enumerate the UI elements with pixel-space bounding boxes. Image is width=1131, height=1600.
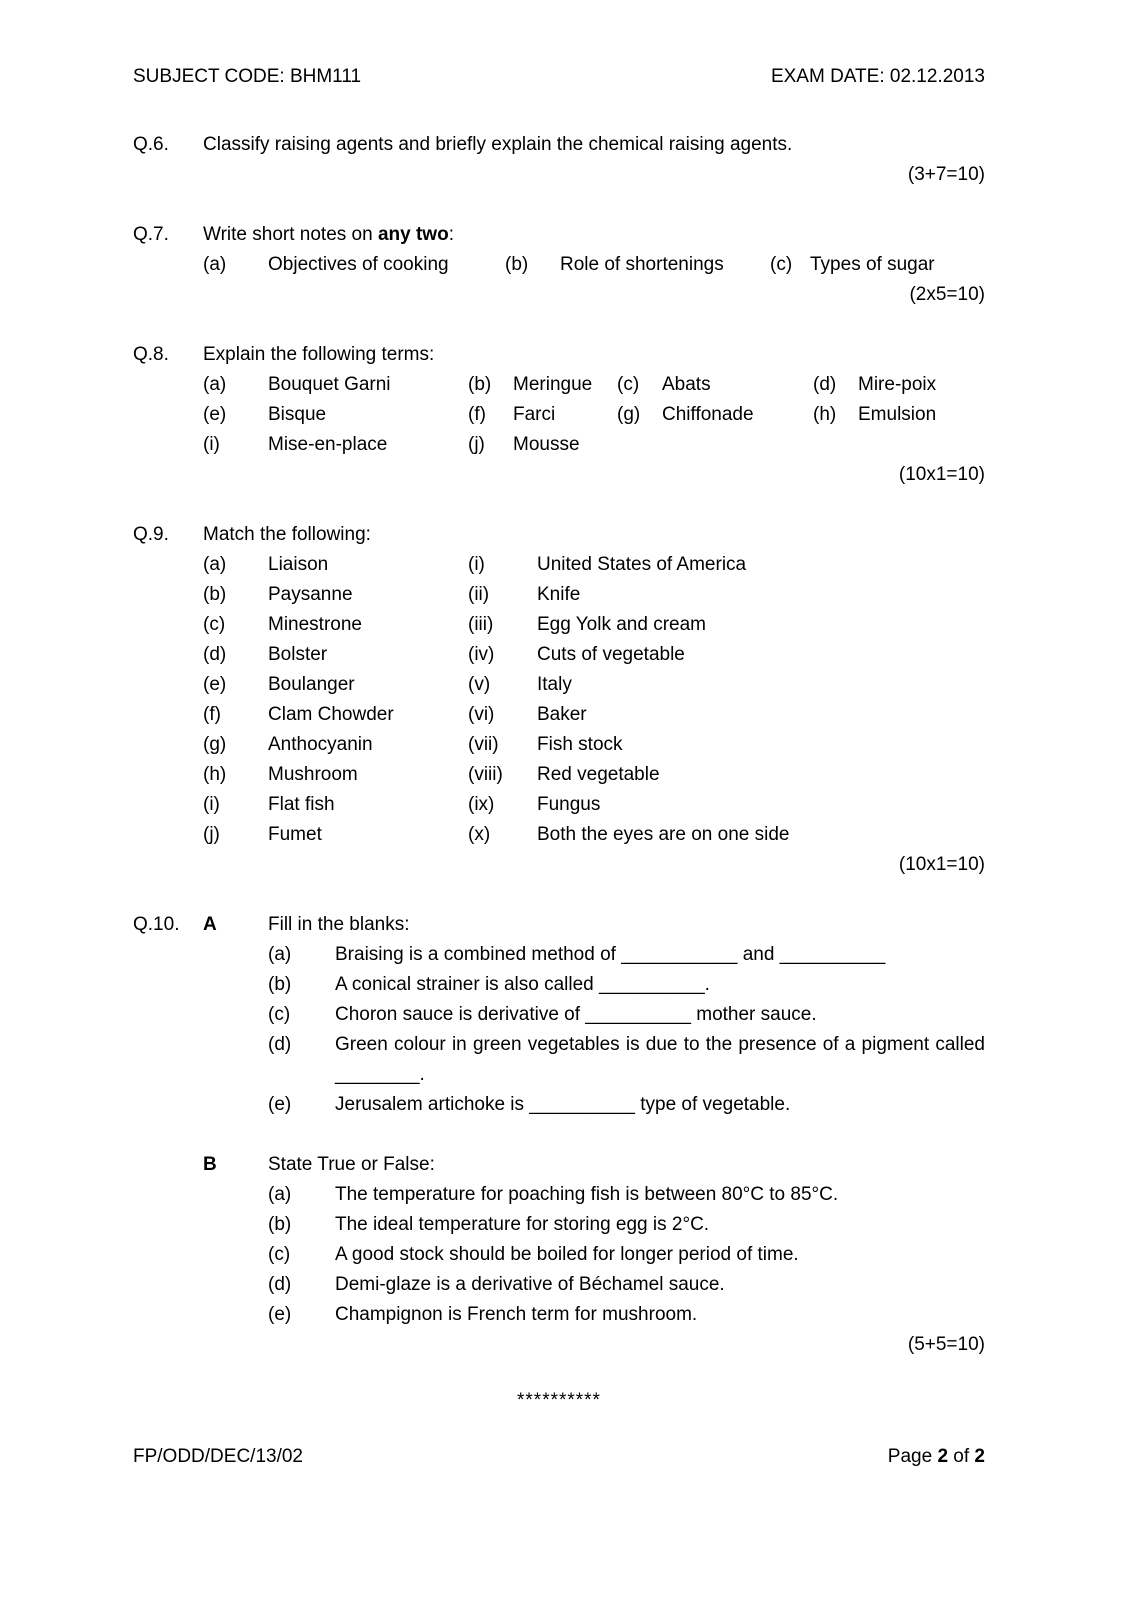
- true-false-item: [268, 1210, 985, 1240]
- term-text: Mise-en-place: [268, 434, 388, 455]
- item-text: Choron sauce is derivative of __________ mother sauce.: [335, 1004, 817, 1025]
- term-text: Farci: [513, 404, 556, 425]
- match-right-text: Fungus: [537, 794, 601, 815]
- section-body: [268, 1150, 985, 1360]
- marks: (3+7=10): [907, 164, 985, 185]
- match-right-text: Fish stock: [537, 734, 623, 755]
- question-number: Q.10.: [133, 914, 180, 935]
- item-label: (a): [268, 1184, 292, 1205]
- question-6: [133, 130, 985, 190]
- term-label: (j): [468, 434, 485, 455]
- marks: (5+5=10): [907, 1334, 985, 1355]
- option-label: (c): [770, 254, 793, 275]
- match-left-text: Mushroom: [268, 764, 358, 785]
- term-label: (h): [813, 404, 837, 425]
- question-body: [203, 130, 985, 190]
- item-text: A good stock should be boiled for longer period of time.: [335, 1244, 799, 1265]
- term-label: (e): [203, 404, 227, 425]
- item-text: Jerusalem artichoke is __________ type of vegetable.: [335, 1094, 791, 1115]
- match-right-label: (x): [468, 824, 491, 845]
- section-b: [203, 1150, 985, 1360]
- option-label: (a): [203, 254, 227, 275]
- section-intro: State True or False:: [268, 1154, 435, 1175]
- page-content: [133, 0, 985, 1416]
- term-text: Chiffonade: [662, 404, 754, 425]
- question-body: [203, 520, 985, 880]
- term-text: Mousse: [513, 434, 580, 455]
- question-9: [133, 520, 985, 880]
- blank-item: [268, 970, 985, 1000]
- match-left-text: Clam Chowder: [268, 704, 394, 725]
- match-right-label: (viii): [468, 764, 503, 785]
- match-left-text: Boulanger: [268, 674, 355, 695]
- item-label: (e): [268, 1304, 292, 1325]
- match-right-label: (ii): [468, 584, 490, 605]
- match-right-label: (ix): [468, 794, 495, 815]
- option-label: (b): [505, 254, 529, 275]
- blank-item: [268, 940, 985, 970]
- match-left-text: Anthocyanin: [268, 734, 373, 755]
- term-text: Bisque: [268, 404, 327, 425]
- option-text: Role of shortenings: [560, 254, 724, 275]
- question-body: [203, 220, 985, 310]
- question-body: [203, 340, 985, 490]
- item-label: (d): [268, 1274, 292, 1295]
- intro-prefix: Write short notes on: [203, 224, 378, 245]
- question-body: [203, 910, 985, 1360]
- question-number: Q.9.: [133, 524, 169, 545]
- match-right-text: Cuts of vegetable: [537, 644, 685, 665]
- term-label: (i): [203, 434, 220, 455]
- term-label: (c): [617, 374, 640, 395]
- total-pages: 2: [974, 1446, 985, 1467]
- match-left-label: (a): [203, 554, 227, 575]
- true-false-item: [268, 1180, 985, 1210]
- match-left-label: (d): [203, 644, 227, 665]
- terms-grid: [203, 370, 985, 460]
- item-label: (d): [268, 1034, 292, 1055]
- match-right-text: United States of America: [537, 554, 747, 575]
- intro-bold: any two: [377, 224, 449, 245]
- match-left-label: (j): [203, 824, 220, 845]
- match-left-text: Paysanne: [268, 584, 353, 605]
- footer-code: FP/ODD/DEC/13/02: [133, 1446, 303, 1467]
- item-text: Champignon is French term for mushroom.: [335, 1304, 698, 1325]
- match-right-text: Knife: [537, 584, 581, 605]
- options-row: [203, 250, 985, 280]
- match-right-text: Red vegetable: [537, 764, 660, 785]
- page-header: [133, 0, 985, 92]
- blank-item: [268, 1000, 985, 1030]
- term-label: (b): [468, 374, 492, 395]
- item-text: Green colour in green vegetables is due to the presence of a pigment called ________.: [335, 1034, 985, 1085]
- match-right-text: Italy: [537, 674, 572, 695]
- page-word: Page: [887, 1446, 938, 1467]
- section-label: A: [203, 914, 217, 935]
- match-left-label: (f): [203, 704, 221, 725]
- match-right-label: (iii): [468, 614, 494, 635]
- term-label: (f): [468, 404, 486, 425]
- blank-item: [268, 1090, 985, 1120]
- match-left-label: (g): [203, 734, 227, 755]
- end-separator: **********: [517, 1390, 601, 1411]
- option-text: Types of sugar: [810, 254, 935, 275]
- marks: (10x1=10): [898, 464, 985, 485]
- item-label: (b): [268, 1214, 292, 1235]
- match-right-label: (iv): [468, 644, 495, 665]
- question-number: Q.7.: [133, 224, 169, 245]
- section-body: [268, 910, 985, 1120]
- match-right-label: (v): [468, 674, 491, 695]
- match-left-text: Flat fish: [268, 794, 335, 815]
- item-text: Demi-glaze is a derivative of Béchamel sauce.: [335, 1274, 725, 1295]
- true-false-item: [268, 1240, 985, 1270]
- item-text: A conical strainer is also called __________.: [335, 974, 710, 995]
- term-text: Emulsion: [858, 404, 937, 425]
- match-left-label: (i): [203, 794, 220, 815]
- item-text: The ideal temperature for storing egg is 2°C.: [335, 1214, 710, 1235]
- section-label: B: [203, 1154, 217, 1175]
- question-number: Q.6.: [133, 134, 169, 155]
- question-7: [133, 220, 985, 310]
- question-text: Match the following:: [203, 524, 371, 545]
- match-left-label: (c): [203, 614, 226, 635]
- question-text: Classify raising agents and briefly explain the chemical raising agents.: [203, 134, 793, 155]
- match-left-label: (b): [203, 584, 227, 605]
- term-text: Mire-poix: [858, 374, 937, 395]
- true-false-item: [268, 1270, 985, 1300]
- term-label: (a): [203, 374, 227, 395]
- term-text: Meringue: [513, 374, 593, 395]
- exam-date: EXAM DATE: 02.12.2013: [770, 66, 985, 87]
- term-text: Abats: [662, 374, 711, 395]
- page-footer: [133, 1442, 985, 1472]
- true-false-item: [268, 1300, 985, 1330]
- page-number: 2: [937, 1446, 949, 1467]
- item-text: Braising is a combined method of ___________ and __________: [335, 944, 886, 965]
- item-label: (c): [268, 1004, 291, 1025]
- intro-suffix: :: [448, 224, 454, 245]
- question-number: Q.8.: [133, 344, 169, 365]
- item-label: (b): [268, 974, 292, 995]
- item-label: (e): [268, 1094, 292, 1115]
- match-left-text: Fumet: [268, 824, 322, 845]
- blank-item: [268, 1030, 985, 1090]
- subject-code: SUBJECT CODE: BHM111: [133, 66, 362, 87]
- option-text: Objectives of cooking: [268, 254, 449, 275]
- question-text: [203, 220, 985, 250]
- question-10: [133, 910, 985, 1360]
- term-label: (g): [617, 404, 641, 425]
- term-text: Bouquet Garni: [268, 374, 391, 395]
- question-8: [133, 340, 985, 490]
- question-text: Explain the following terms:: [203, 344, 435, 365]
- match-left-text: Bolster: [268, 644, 328, 665]
- match-right-text: Both the eyes are on one side: [537, 824, 790, 845]
- page-indicator: [888, 1442, 985, 1472]
- section-a: [203, 910, 985, 1120]
- marks: (2x5=10): [909, 284, 985, 305]
- section-intro: Fill in the blanks:: [268, 914, 410, 935]
- item-label: (c): [268, 1244, 291, 1265]
- match-left-label: (h): [203, 764, 227, 785]
- match-left-text: Minestrone: [268, 614, 362, 635]
- match-left-text: Liaison: [268, 554, 329, 575]
- match-right-label: (vi): [468, 704, 495, 725]
- match-grid: [203, 550, 985, 850]
- item-text: The temperature for poaching fish is between 80°C to 85°C.: [335, 1184, 839, 1205]
- of-word: of: [948, 1446, 975, 1467]
- match-right-label: (vii): [468, 734, 499, 755]
- match-right-text: Egg Yolk and cream: [537, 614, 707, 635]
- match-left-label: (e): [203, 674, 227, 695]
- marks: (10x1=10): [898, 854, 985, 875]
- match-right-text: Baker: [537, 704, 587, 725]
- term-label: (d): [813, 374, 837, 395]
- match-right-label: (i): [468, 554, 485, 575]
- item-label: (a): [268, 944, 292, 965]
